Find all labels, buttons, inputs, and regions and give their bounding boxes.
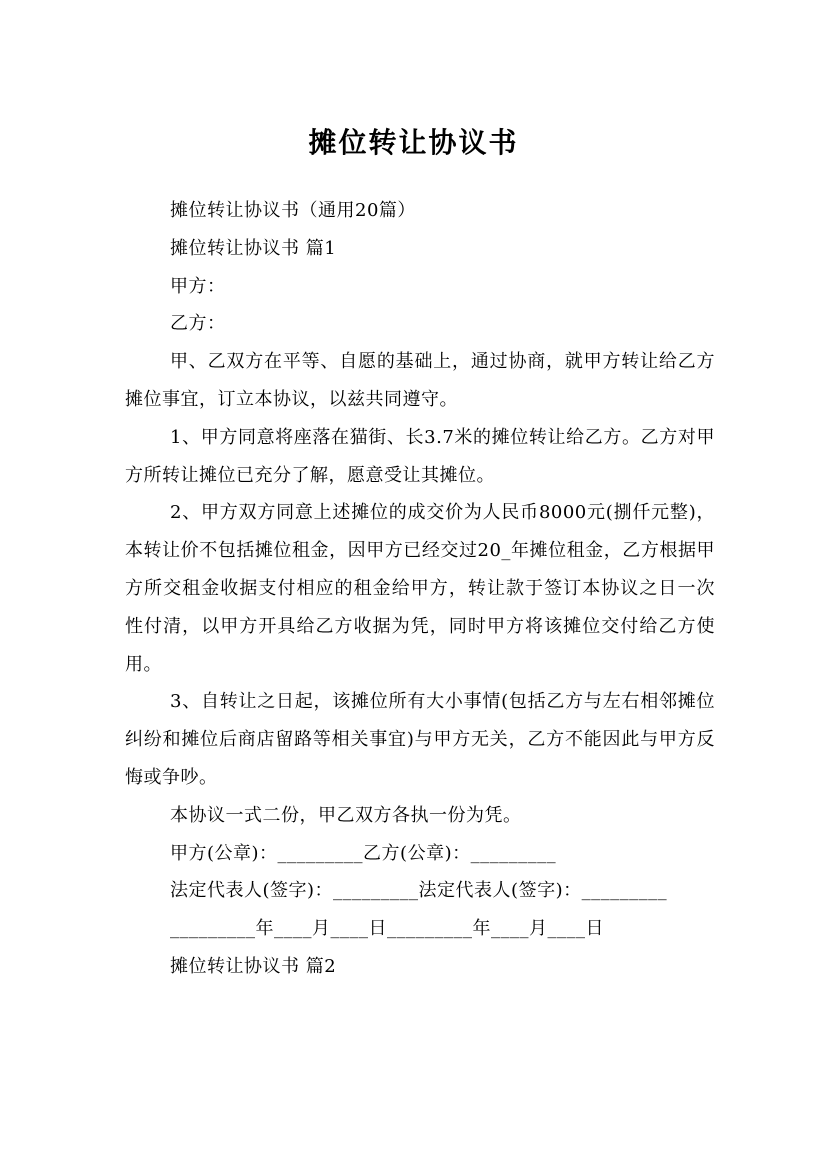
clause-2: 2、甲方双方同意上述摊位的成交价为人民币8000元(捌仟元整)，本转让价不包括摊位租金，因甲方已经交过20_年摊位租金，乙方根据甲方所交租金收据支付相应的租金给甲方，转让款于签订本协议之日一次性付清，以甲方开具给乙方收据为凭，同时甲方将该摊位交付给乙方使用。 [125,502,715,675]
party-b-line: 乙方： [170,313,226,335]
party-a-line: 甲方： [170,275,226,297]
section-heading-2: 摊位转让协议书 篇2 [170,955,337,977]
date-line: _________年____月____日_________年____月____日 [170,918,604,940]
document-body [125,192,715,986]
section-heading-1: 摊位转让协议书 篇1 [170,237,337,259]
preamble-paragraph: 甲、乙双方在平等、自愿的基础上，通过协商，就甲方转让给乙方摊位事宜，订立本协议，以兹共同遵守。 [125,351,715,410]
clause-3: 3、自转让之日起，该摊位所有大小事情(包括乙方与左右相邻摊位纠纷和摊位后商店留路等相关事宜)与甲方无关，乙方不能因此与甲方反悔或争吵。 [125,691,715,788]
document-subtitle: 摊位转让协议书（通用20篇） [170,200,416,221]
clause-1: 1、甲方同意将座落在猫街、长3.7米的摊位转让给乙方。乙方对甲方所转让摊位已充分了解，愿意受让其摊位。 [125,426,715,486]
signature-line: 法定代表人(签字)：_________法定代表人(签字)：_________ [170,880,668,902]
document-title: 摊位转让协议书 [308,125,519,159]
seal-line: 甲方(公章)：_________乙方(公章)：_________ [170,842,557,864]
copies-statement: 本协议一式二份，甲乙双方各执一份为凭。 [170,804,522,826]
